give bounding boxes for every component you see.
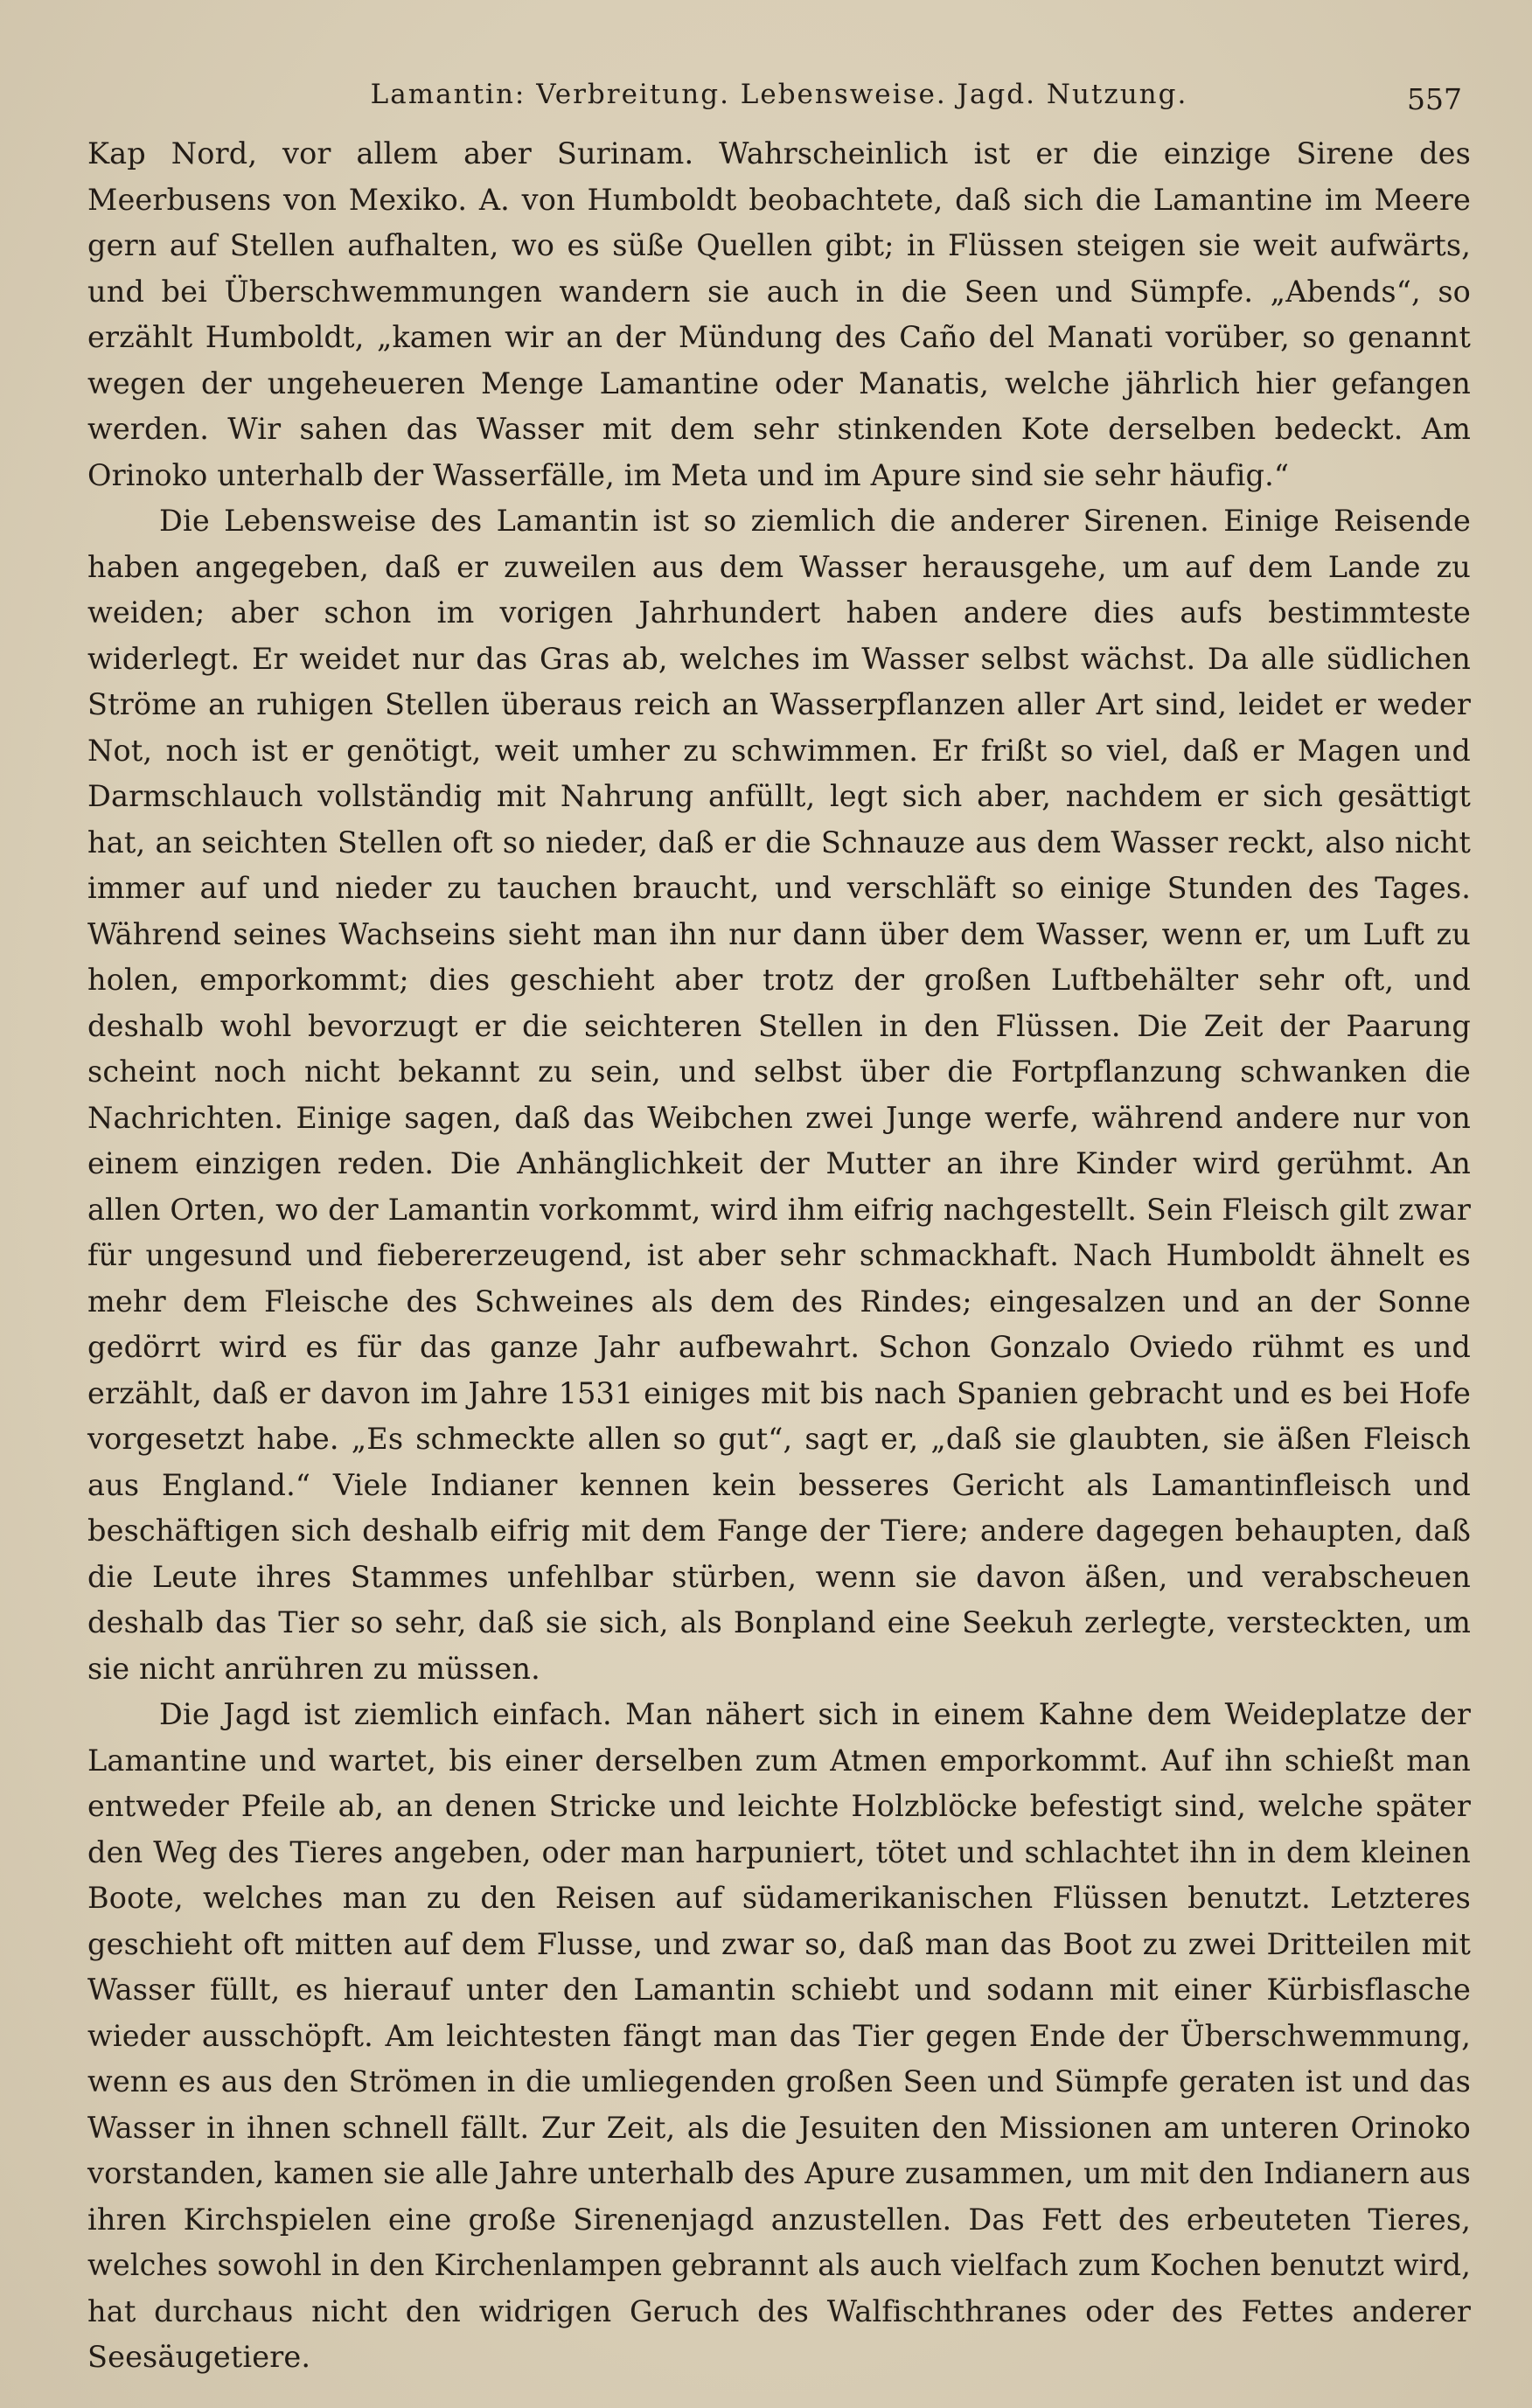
page-header [87,70,1471,131]
body-text [87,131,1471,2381]
page-number: 557 [1407,82,1462,116]
paragraph-distribution: Kap Nord, vor allem aber Surinam. Wahrscheinlich ist er die einzige Sirene des Meerbusens von Mexiko. A. von Humboldt beobachtete, daß sich die Lamantine im Meere gern auf Stellen aufhalten, wo es süße Quellen gibt; in Flüssen steigen sie weit aufwärts, und bei Überschwemmungen wandern sie auch in die Seen und Sümpfe. „Abends“, so erzählt Humboldt, „kamen wir an der Mündung des Caño del Manati vorüber, so genannt wegen der ungeheueren Menge Lamantine oder Manatis, welche jährlich hier gefangen werden. Wir sahen das Wasser mit dem sehr stinkenden Kote derselben bedeckt. Am Orinoko unterhalb der Wasserfälle, im Meta und im Apure sind sie sehr häufig.“ [87,136,1471,492]
paragraph-lifestyle: Die Lebensweise des Lamantin ist so ziemlich die anderer Sirenen. Einige Reisende haben angegeben, daß er zuweilen aus dem Wasser herausgehe, um auf dem Lande zu weiden; aber schon im vorigen Jahrhundert haben andere dies aufs bestimmteste widerlegt. Er weidet nur das Gras ab, welches im Wasser selbst wächst. Da alle südlichen Ströme an ruhigen Stellen überaus reich an Wasserpflanzen aller Art sind, leidet er weder Not, noch ist er genötigt, weit umher zu schwimmen. Er frißt so viel, daß er Magen und Darmschlauch vollständig mit Nahrung anfüllt, legt sich aber, nachdem er sich gesättigt hat, an seichten Stellen oft so nieder, daß er die Schnauze aus dem Wasser reckt, also nicht immer auf und nieder zu tauchen braucht, und verschläft so einige Stunden des Tages. Während seines Wachseins sieht man ihn nur dann über dem Wasser, wenn er, um Luft zu holen, emporkommt; dies geschieht aber trotz der großen Luftbehälter sehr oft, und deshalb wohl bevorzugt er die seichteren Stellen in den Flüssen. Die Zeit der Paarung scheint noch nicht bekannt zu sein, und selbst über die Fortpflanzung schwanken die Nachrichten. Einige sagen, daß das Weibchen zwei Junge werfe, während andere nur von einem einzigen reden. Die Anhänglichkeit der Mutter an ihre Kinder wird gerühmt. An allen Orten, wo der Lamantin vorkommt, wird ihm eifrig nachgestellt. Sein Fleisch gilt zwar für ungesund und fiebererzeugend, ist aber sehr schmackhaft. Nach Humboldt ähnelt es mehr dem Fleische des Schweines als dem des Rindes; eingesalzen und an der Sonne gedörrt wird es für das ganze Jahr aufbewahrt. Schon Gonzalo Oviedo rühmt es und erzählt, daß er davon im Jahre 1531 einiges mit bis nach Spanien gebracht und es bei Hofe vorgesetzt habe. „Es schmeckte allen so gut“, sagt er, „daß sie glaubten, sie äßen Fleisch aus England.“ Viele Indianer kennen kein besseres Gericht als Lamantinfleisch und beschäftigen sich deshalb eifrig mit dem Fange der Tiere; andere dagegen behaupten, daß die Leute ihres Stammes unfehlbar stürben, wenn sie davon äßen, und verabscheuen deshalb das Tier so sehr, daß sie sich, als Bonpland eine Seekuh zerlegte, versteckten, um sie nicht anrühren zu müssen. [87,504,1471,1686]
running-head: Lamantin: Verbreitung. Lebensweise. Jagd. Nutzung. [370,79,1188,110]
paragraph-hunting: Die Jagd ist ziemlich einfach. Man nähert sich in einem Kahne dem Weideplatze der Lamantine und wartet, bis einer derselben zum Atmen emporkommt. Auf ihn schießt man entweder Pfeile ab, an denen Stricke und leichte Holzblöcke befestigt sind, welche später den Weg des Tieres angeben, oder man harpuniert, tötet und schlachtet ihn in dem kleinen Boote, welches man zu den Reisen auf südamerikanischen Flüssen benutzt. Letzteres geschieht oft mitten auf dem Flusse, und zwar so, daß man das Boot zu zwei Dritteilen mit Wasser füllt, es hierauf unter den Lamantin schiebt und sodann mit einer Kürbisflasche wieder ausschöpft. Am leichtesten fängt man das Tier gegen Ende der Überschwemmung, wenn es aus den Strömen in die umliegenden großen Seen und Sümpfe geraten ist und das Wasser in ihnen schnell fällt. Zur Zeit, als die Jesuiten den Missionen am unteren Orinoko vorstanden, kamen sie alle Jahre unterhalb des Apure zusammen, um mit den Indianern aus ihren Kirchspielen eine große Sirenenjagd anzustellen. Das Fett des erbeuteten Tieres, welches sowohl in den Kirchenlampen gebrannt als auch vielfach zum Kochen benutzt wird, hat durchaus nicht den widrigen Geruch des Walfischthranes oder des Fettes anderer Seesäugetiere. [87,1697,1471,2374]
